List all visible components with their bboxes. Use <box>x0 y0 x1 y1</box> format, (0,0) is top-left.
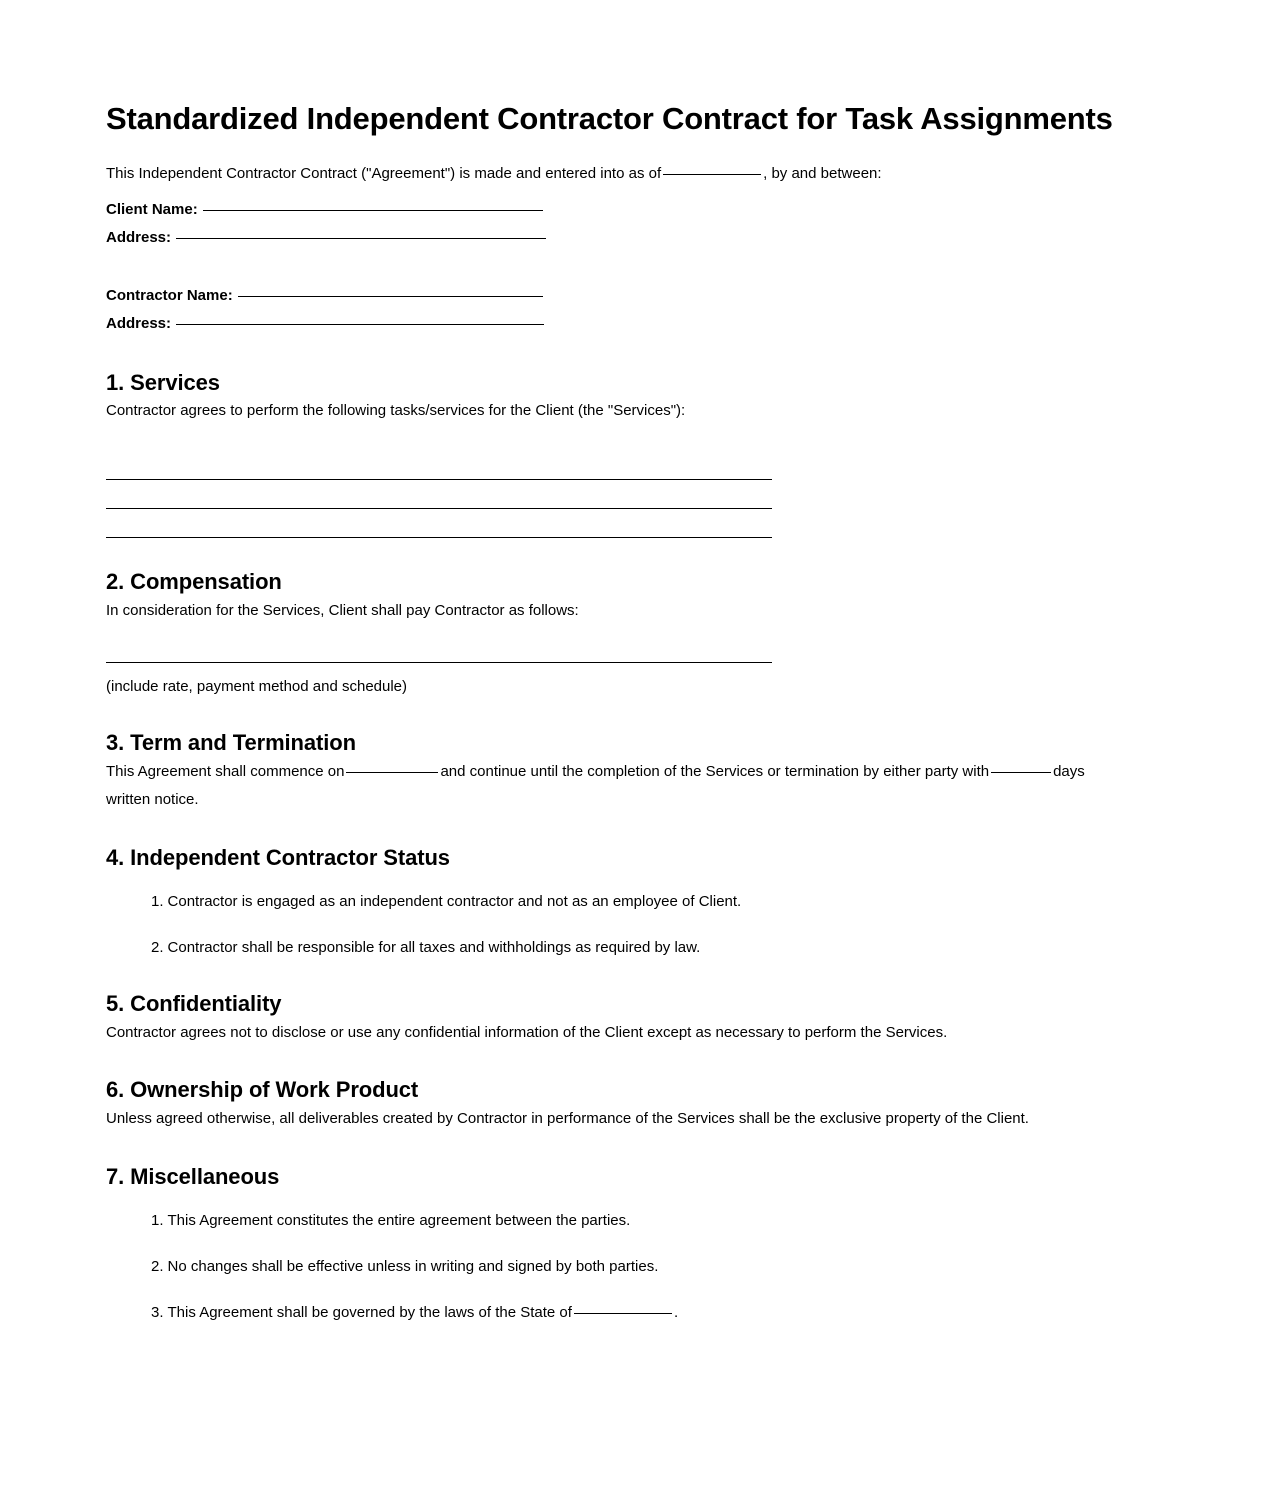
term-text-part-3: days written notice. <box>106 763 1085 808</box>
compensation-note: (include rate, payment method and schedule) <box>106 678 408 696</box>
commencement-date-blank[interactable] <box>346 772 438 773</box>
list-item <box>151 1209 1158 1233</box>
misc-item-3-text-part-2: . <box>673 1304 679 1322</box>
party-spacer <box>106 254 1158 284</box>
status-item-1-number: 1. <box>151 893 164 911</box>
client-name-label: Client Name: <box>106 200 198 218</box>
section-heading-confidentiality: 5. Confidentiality <box>106 991 282 1017</box>
list-item <box>151 890 1158 914</box>
status-item-1-text: Contractor is engaged as an independent contractor and not as an employee of Client. <box>167 893 742 911</box>
status-item-2-text: Contractor shall be responsible for all taxes and withholdings as required by law. <box>167 939 701 957</box>
misc-item-2-number: 2. <box>151 1258 164 1276</box>
services-blank-line-2[interactable] <box>106 480 772 509</box>
notice-days-blank[interactable] <box>991 772 1051 773</box>
section-heading-compensation: 2. Compensation <box>106 569 282 595</box>
parties-block <box>106 198 1158 337</box>
intro-text-before-blank: This Independent Contractor Contract ("Agreement") is made and entered into as of <box>106 164 662 182</box>
ownership-text: Unless agreed otherwise, all deliverables created by Contractor in performance of the Services shall be the exclusive property of the Client. <box>106 1110 1029 1128</box>
list-item <box>151 936 1158 960</box>
misc-item-1-number: 1. <box>151 1212 164 1230</box>
services-blank-lines <box>106 451 1158 538</box>
contractor-name-input-rule[interactable] <box>238 296 543 297</box>
client-address-label: Address: <box>106 228 172 246</box>
services-intro-text: Contractor agrees to perform the following tasks/services for the Client (the "Services"): <box>106 402 686 420</box>
intro-text-after-blank: , by and between: <box>763 164 882 182</box>
client-name-input-rule[interactable] <box>203 210 543 211</box>
term-paragraph <box>106 758 1116 814</box>
services-blank-line-3[interactable] <box>106 509 772 538</box>
section-heading-ownership: 6. Ownership of Work Product <box>106 1077 419 1103</box>
governing-state-blank[interactable] <box>574 1313 672 1314</box>
status-list <box>106 890 1158 960</box>
status-item-2-number: 2. <box>151 939 164 957</box>
term-text-part-1: This Agreement shall commence on <box>106 763 345 781</box>
contractor-address-input-rule[interactable] <box>176 324 544 325</box>
misc-item-1-text: This Agreement constitutes the entire agreement between the parties. <box>167 1212 631 1230</box>
intro-paragraph <box>106 160 1158 188</box>
compensation-blank-line-1[interactable] <box>106 634 772 663</box>
misc-item-3-number: 3. <box>151 1304 164 1322</box>
section-heading-status: 4. Independent Contractor Status <box>106 844 450 870</box>
section-heading-miscellaneous: 7. Miscellaneous <box>106 1163 280 1189</box>
list-item <box>151 1255 1158 1279</box>
term-text-part-2: and continue until the completion of the Services or termination by either party with <box>440 763 990 781</box>
section-heading-services: 1. Services <box>106 369 220 395</box>
client-name-row <box>106 198 1158 222</box>
services-blank-line-1[interactable] <box>106 451 772 480</box>
section-heading-term: 3. Term and Termination <box>106 730 356 756</box>
client-address-row <box>106 226 1158 250</box>
confidentiality-text: Contractor agrees not to disclose or use any confidential information of the Client except as necessary to perform the Services. <box>106 1023 948 1041</box>
misc-item-3-text-part-1: This Agreement shall be governed by the laws of the State of <box>167 1304 572 1322</box>
client-address-input-rule[interactable] <box>176 238 546 239</box>
compensation-intro-text: In consideration for the Services, Client shall pay Contractor as follows: <box>106 601 579 619</box>
misc-item-2-text: No changes shall be effective unless in writing and signed by both parties. <box>167 1258 659 1276</box>
contractor-address-label: Address: <box>106 315 172 333</box>
miscellaneous-list <box>106 1209 1158 1325</box>
page-title: Standardized Independent Contractor Contract for Task Assignments <box>106 101 1113 136</box>
contractor-name-label: Contractor Name: <box>106 287 233 305</box>
contractor-name-row <box>106 284 1158 308</box>
contractor-address-row <box>106 312 1158 336</box>
agreement-date-blank[interactable] <box>663 174 761 175</box>
compensation-blank-lines <box>106 634 1158 663</box>
list-item <box>151 1301 1158 1325</box>
